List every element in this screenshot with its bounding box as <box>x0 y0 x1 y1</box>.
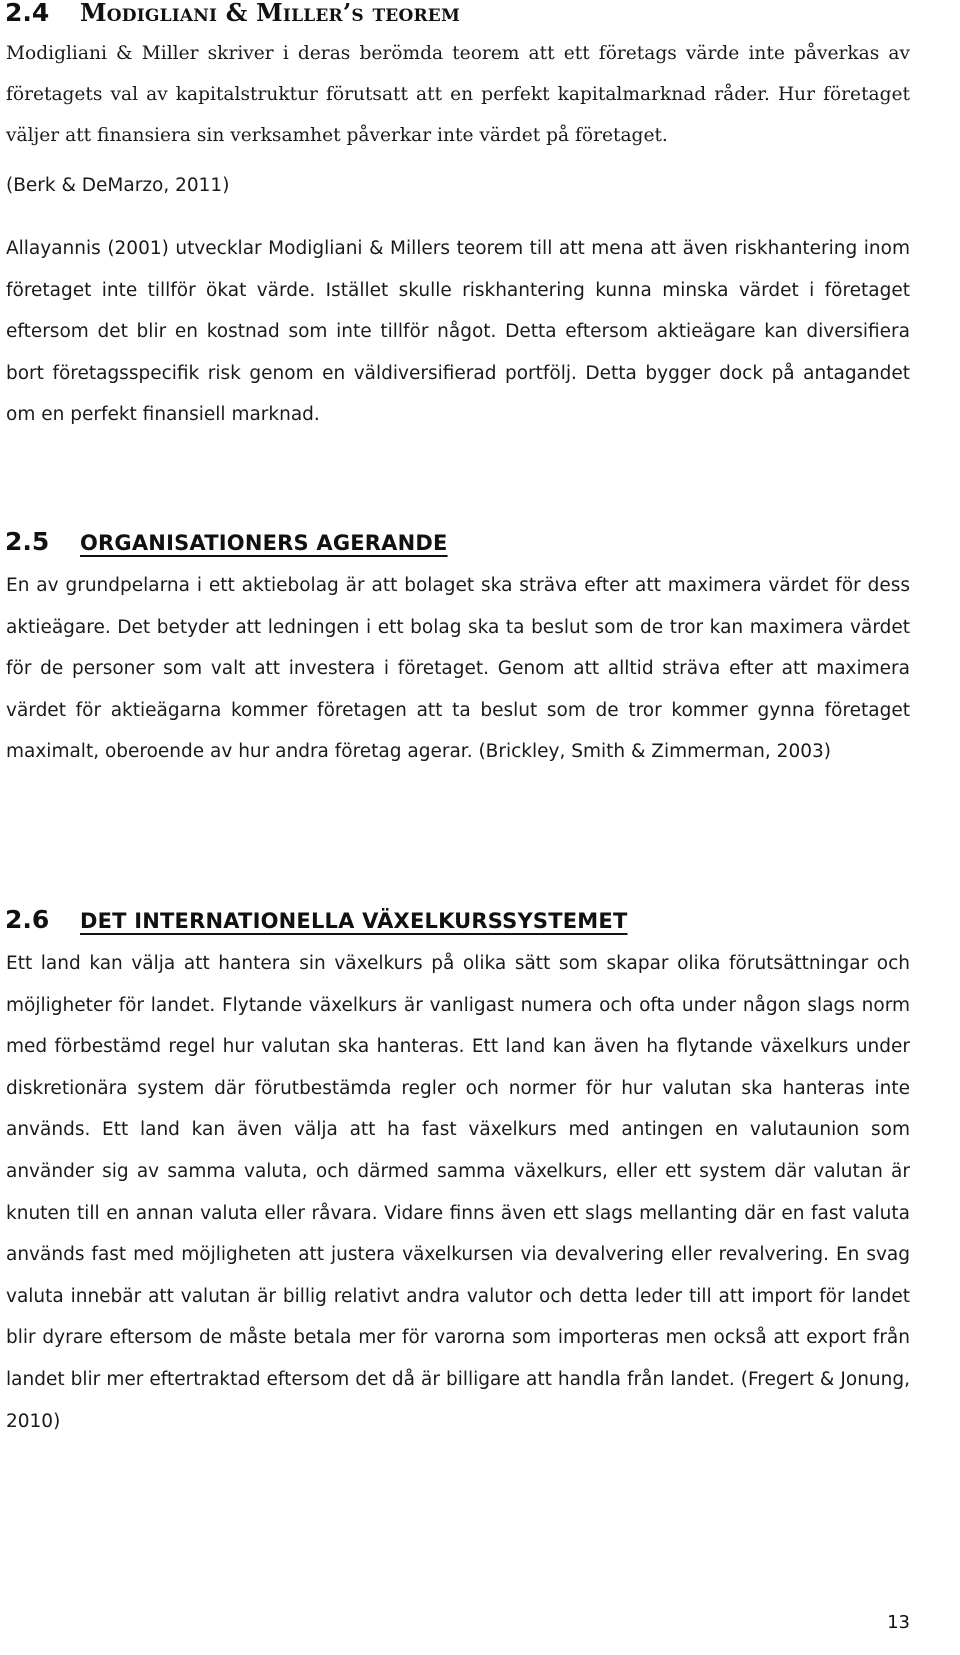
section-number: 2.6 <box>5 905 50 934</box>
paragraph-modigliani-miller: Modigliani & Miller skriver i deras berömda teorem att ett företags värde inte påverkas av företagets val av kapitalstruktur förutsatt att en perfekt kapitalmarknad råder. Hur företaget väljer att finansiera sin verksamhet påverkar inte värdet på företaget. <box>6 43 910 146</box>
section-heading-2-5 <box>5 527 448 556</box>
section-heading-2-6 <box>5 905 627 934</box>
section-heading-2-4 <box>5 0 460 27</box>
section-title: Modigliani & Miller’s teorem <box>80 0 460 27</box>
paragraph-organisationers-agerande: En av grundpelarna i ett aktiebolag är att bolaget ska sträva efter att maximera värdet för dess aktieägare. Det betyder att ledningen i ett bolag ska ta beslut som de tror kan maximera värdet för de personer som valt att investera i företaget. Genom att alltid sträva efter att maximera värdet för aktieägarna kommer företagen att ta beslut som de tror kommer gynna företaget maximalt, oberoende av hur andra företag agerar. (Brickley, Smith & Zimmerman, 2003) <box>6 575 910 763</box>
section-title: ORGANISATIONERS AGERANDE <box>80 531 448 555</box>
citation-berk-demarzo: (Berk & DeMarzo, 2011) <box>6 175 230 196</box>
page-number: 13 <box>887 1612 910 1633</box>
section-number: 2.5 <box>5 527 50 556</box>
paragraph-allayannis: Allayannis (2001) utvecklar Modigliani & Millers teorem till att mena att även riskhantering inom företaget inte tillför ökat värde. Istället skulle riskhantering kunna minska värdet i företaget eftersom det blir en kostnad som inte tillför något. Detta eftersom aktieägare kan diversifiera bort företagsspecifik risk genom en väldiversifierad portfölj. Detta bygger dock på antagandet om en perfekt finansiell marknad. <box>6 238 910 426</box>
section-number: 2.4 <box>5 0 50 27</box>
section-title: DET INTERNATIONELLA VÄXELKURSSYSTEMET <box>80 909 628 933</box>
paragraph-vaxelkurssystemet: Ett land kan välja att hantera sin växelkurs på olika sätt som skapar olika förutsättningar och möjligheter för landet. Flytande växelkurs är vanligast numera och ofta under någon slags norm med förbestämd regel hur valutan ska hanteras. Ett land kan även ha flytande växelkurs under diskretionära system där förutbestämda regler och normer för hur valutan ska hanteras inte används. Ett land kan även välja att ha fast växelkurs med antingen en valutaunion som använder sig av samma valuta, och därmed samma växelkurs, eller ett system där valutan är knuten till en annan valuta eller råvara. Vidare finns även ett slags mellanting där en fast valuta används fast med möjligheten att justera växelkursen via devalvering eller revalvering. En svag valuta innebär att valutan är billig relativt andra valutor och detta leder till att import för landet blir dyrare eftersom de måste betala mer för varorna som importeras men också att export från landet blir mer eftertraktad eftersom det då är billigare att handla från landet. (Fregert & Jonung, 2010) <box>6 953 910 1432</box>
